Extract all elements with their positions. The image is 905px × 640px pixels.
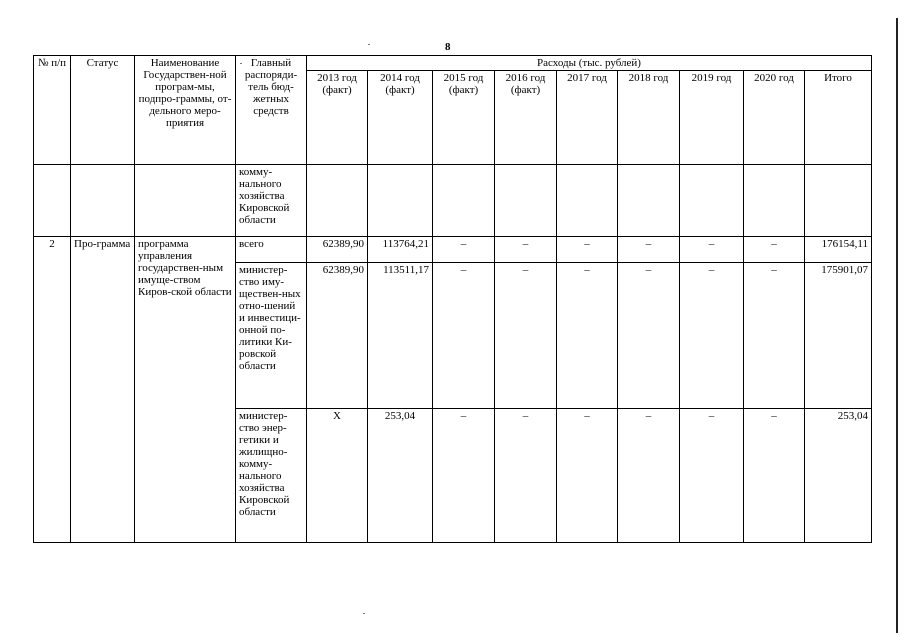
table-row [34, 237, 872, 263]
cell-program-status: Про-грамма [71, 237, 135, 543]
cell-value-2020: – [744, 263, 805, 409]
cell-empty [135, 165, 236, 237]
cell-value-2015: – [433, 409, 495, 543]
cell-value-2014: 113511,17 [368, 263, 433, 409]
cell-value-2017: – [557, 409, 618, 543]
cell-value-2017: – [557, 237, 618, 263]
scan-speck [363, 613, 365, 614]
header-year-2016: 2016 год (факт) [495, 71, 557, 165]
cell-value-2016: – [495, 263, 557, 409]
header-year-2014: 2014 год (факт) [368, 71, 433, 165]
cell-empty [495, 165, 557, 237]
cell-value-2019: – [680, 409, 744, 543]
cell-value-2020: – [744, 237, 805, 263]
cell-empty [805, 165, 872, 237]
cell-total: 175901,07 [805, 263, 872, 409]
cell-empty [34, 165, 71, 237]
cell-empty [307, 165, 368, 237]
header-manager: Главный распоряди-тель бюд-жетных средств [236, 56, 307, 165]
cell-value-2016: – [495, 237, 557, 263]
cell-empty [744, 165, 805, 237]
cell-empty [618, 165, 680, 237]
cell-value-2013: 62389,90 [307, 263, 368, 409]
cell-value-2013: Х [307, 409, 368, 543]
cell-manager: всего [236, 237, 307, 263]
header-year-2018: 2018 год [618, 71, 680, 165]
cell-value-2015: – [433, 263, 495, 409]
cell-program-num: 2 [34, 237, 71, 543]
header-year-2017: 2017 год [557, 71, 618, 165]
cell-manager: министер-ство энер-гетики и жилищно-комму-нального хозяйства Кировской области [236, 409, 307, 543]
cell-value-2014: 113764,21 [368, 237, 433, 263]
page-edge-line [896, 18, 898, 633]
cell-value-2018: – [618, 237, 680, 263]
budget-table [33, 55, 872, 543]
header-year-2020: 2020 год [744, 71, 805, 165]
cell-value-2020: – [744, 409, 805, 543]
cell-empty [433, 165, 495, 237]
cell-value-2017: – [557, 263, 618, 409]
cell-manager: комму-нального хозяйства Кировской области [236, 165, 307, 237]
cell-value-2018: – [618, 409, 680, 543]
page-number: 8 [445, 41, 451, 53]
cell-value-2018: – [618, 263, 680, 409]
cell-value-2014: 253,04 [368, 409, 433, 543]
header-row-top [34, 56, 872, 71]
cell-value-2015: – [433, 237, 495, 263]
header-num: № п/п [34, 56, 71, 165]
cell-total: 253,04 [805, 409, 872, 543]
cell-empty [680, 165, 744, 237]
cell-value-2013: 62389,90 [307, 237, 368, 263]
cell-value-2019: – [680, 263, 744, 409]
cell-total: 176154,11 [805, 237, 872, 263]
header-year-2019: 2019 год [680, 71, 744, 165]
continuation-row [34, 165, 872, 237]
header-year-2013: 2013 год (факт) [307, 71, 368, 165]
cell-value-2019: – [680, 237, 744, 263]
header-expenses-group: Расходы (тыс. рублей) [307, 56, 872, 71]
cell-manager: министер-ство иму-ществен-ных отно-шений и инвестици-онной по-литики Ки-ровской области [236, 263, 307, 409]
header-name: Наименование Государствен-ной програм-мы, подпро-граммы, от-дельного меро-приятия [135, 56, 236, 165]
cell-empty [368, 165, 433, 237]
cell-value-2016: – [495, 409, 557, 543]
cell-empty [71, 165, 135, 237]
cell-empty [557, 165, 618, 237]
header-year-2015: 2015 год (факт) [433, 71, 495, 165]
header-status: Статус [71, 56, 135, 165]
scan-speck [368, 44, 370, 45]
header-total: Итого [805, 71, 872, 165]
cell-program-name: программа управления государствен-ным имуще-ством Киров-ской области [135, 237, 236, 543]
